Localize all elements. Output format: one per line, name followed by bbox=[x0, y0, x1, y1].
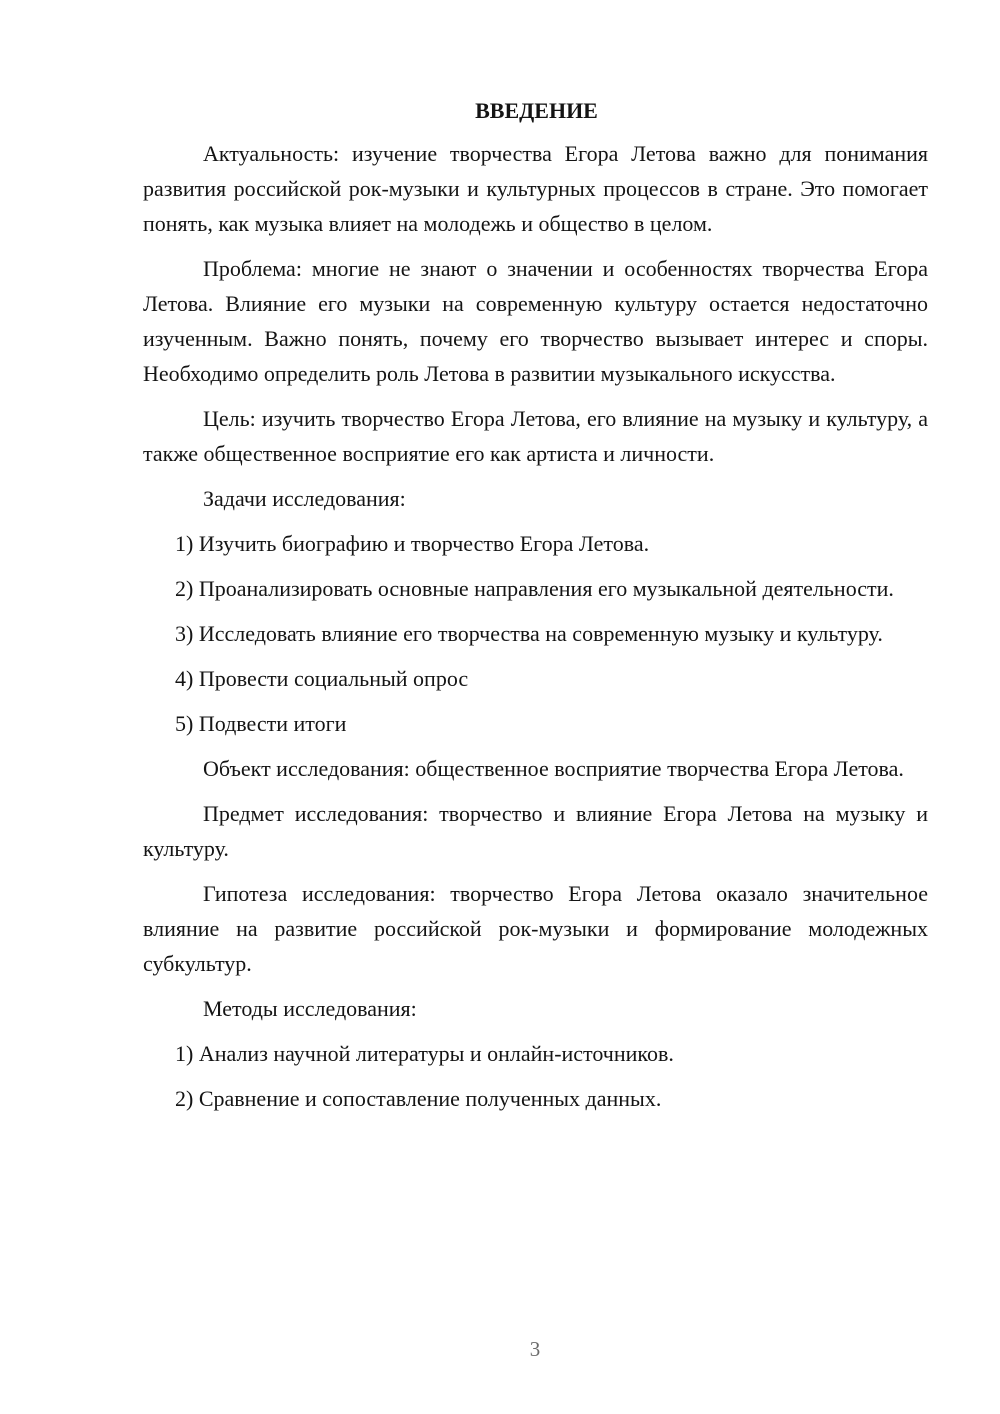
task-item-1: 1) Изучить биографию и творчество Егора Летова. bbox=[175, 531, 650, 556]
methods-heading: Методы исследования: bbox=[203, 996, 417, 1021]
subject-paragraph: Предмет исследования: творчество и влияние Егора Летова на музыку и культуру. bbox=[143, 801, 928, 861]
page-number: 3 bbox=[529, 1337, 541, 1361]
object-paragraph: Объект исследования: общественное восприятие творчества Егора Летова. bbox=[203, 756, 904, 781]
hypothesis-paragraph: Гипотеза исследования: творчество Егора Летова оказало значительное влияние на развитие российской рок-музыки и формирование молодежных субкультур. bbox=[143, 881, 928, 976]
tasks-heading: Задачи исследования: bbox=[203, 486, 406, 511]
task-item-5: 5) Подвести итоги bbox=[175, 711, 347, 736]
task-item-3: 3) Исследовать влияние его творчества на современную музыку и культуру. bbox=[175, 621, 883, 646]
relevance-paragraph: Актуальность: изучение творчества Егора Летова важно для понимания развития российской рок-музыки и культурных процессов в стране. Это помогает понять, как музыка влияет на молодежь и общество в целом. bbox=[143, 141, 928, 236]
task-item-4: 4) Провести социальный опрос bbox=[175, 666, 469, 691]
page-content bbox=[143, 93, 928, 1126]
problem-paragraph: Проблема: многие не знают о значении и особенностях творчества Егора Летова. Влияние его музыки на современную культуру остается недостаточно изученным. Важно понять, почему его творчество вызывает интерес и споры. Необходимо определить роль Летова в развитии музыкального искусства. bbox=[143, 256, 928, 386]
method-item-2: 2) Сравнение и сопоставление полученных данных. bbox=[175, 1086, 662, 1111]
goal-paragraph: Цель: изучить творчество Егора Летова, его влияние на музыку и культуру, а также общественное восприятие его как артиста и личности. bbox=[143, 406, 928, 466]
section-heading: ВВЕДЕНИЕ bbox=[475, 98, 598, 123]
task-item-2: 2) Проанализировать основные направления его музыкальной деятельности. bbox=[175, 576, 894, 601]
method-item-1: 1) Анализ научной литературы и онлайн-источников. bbox=[175, 1041, 674, 1066]
